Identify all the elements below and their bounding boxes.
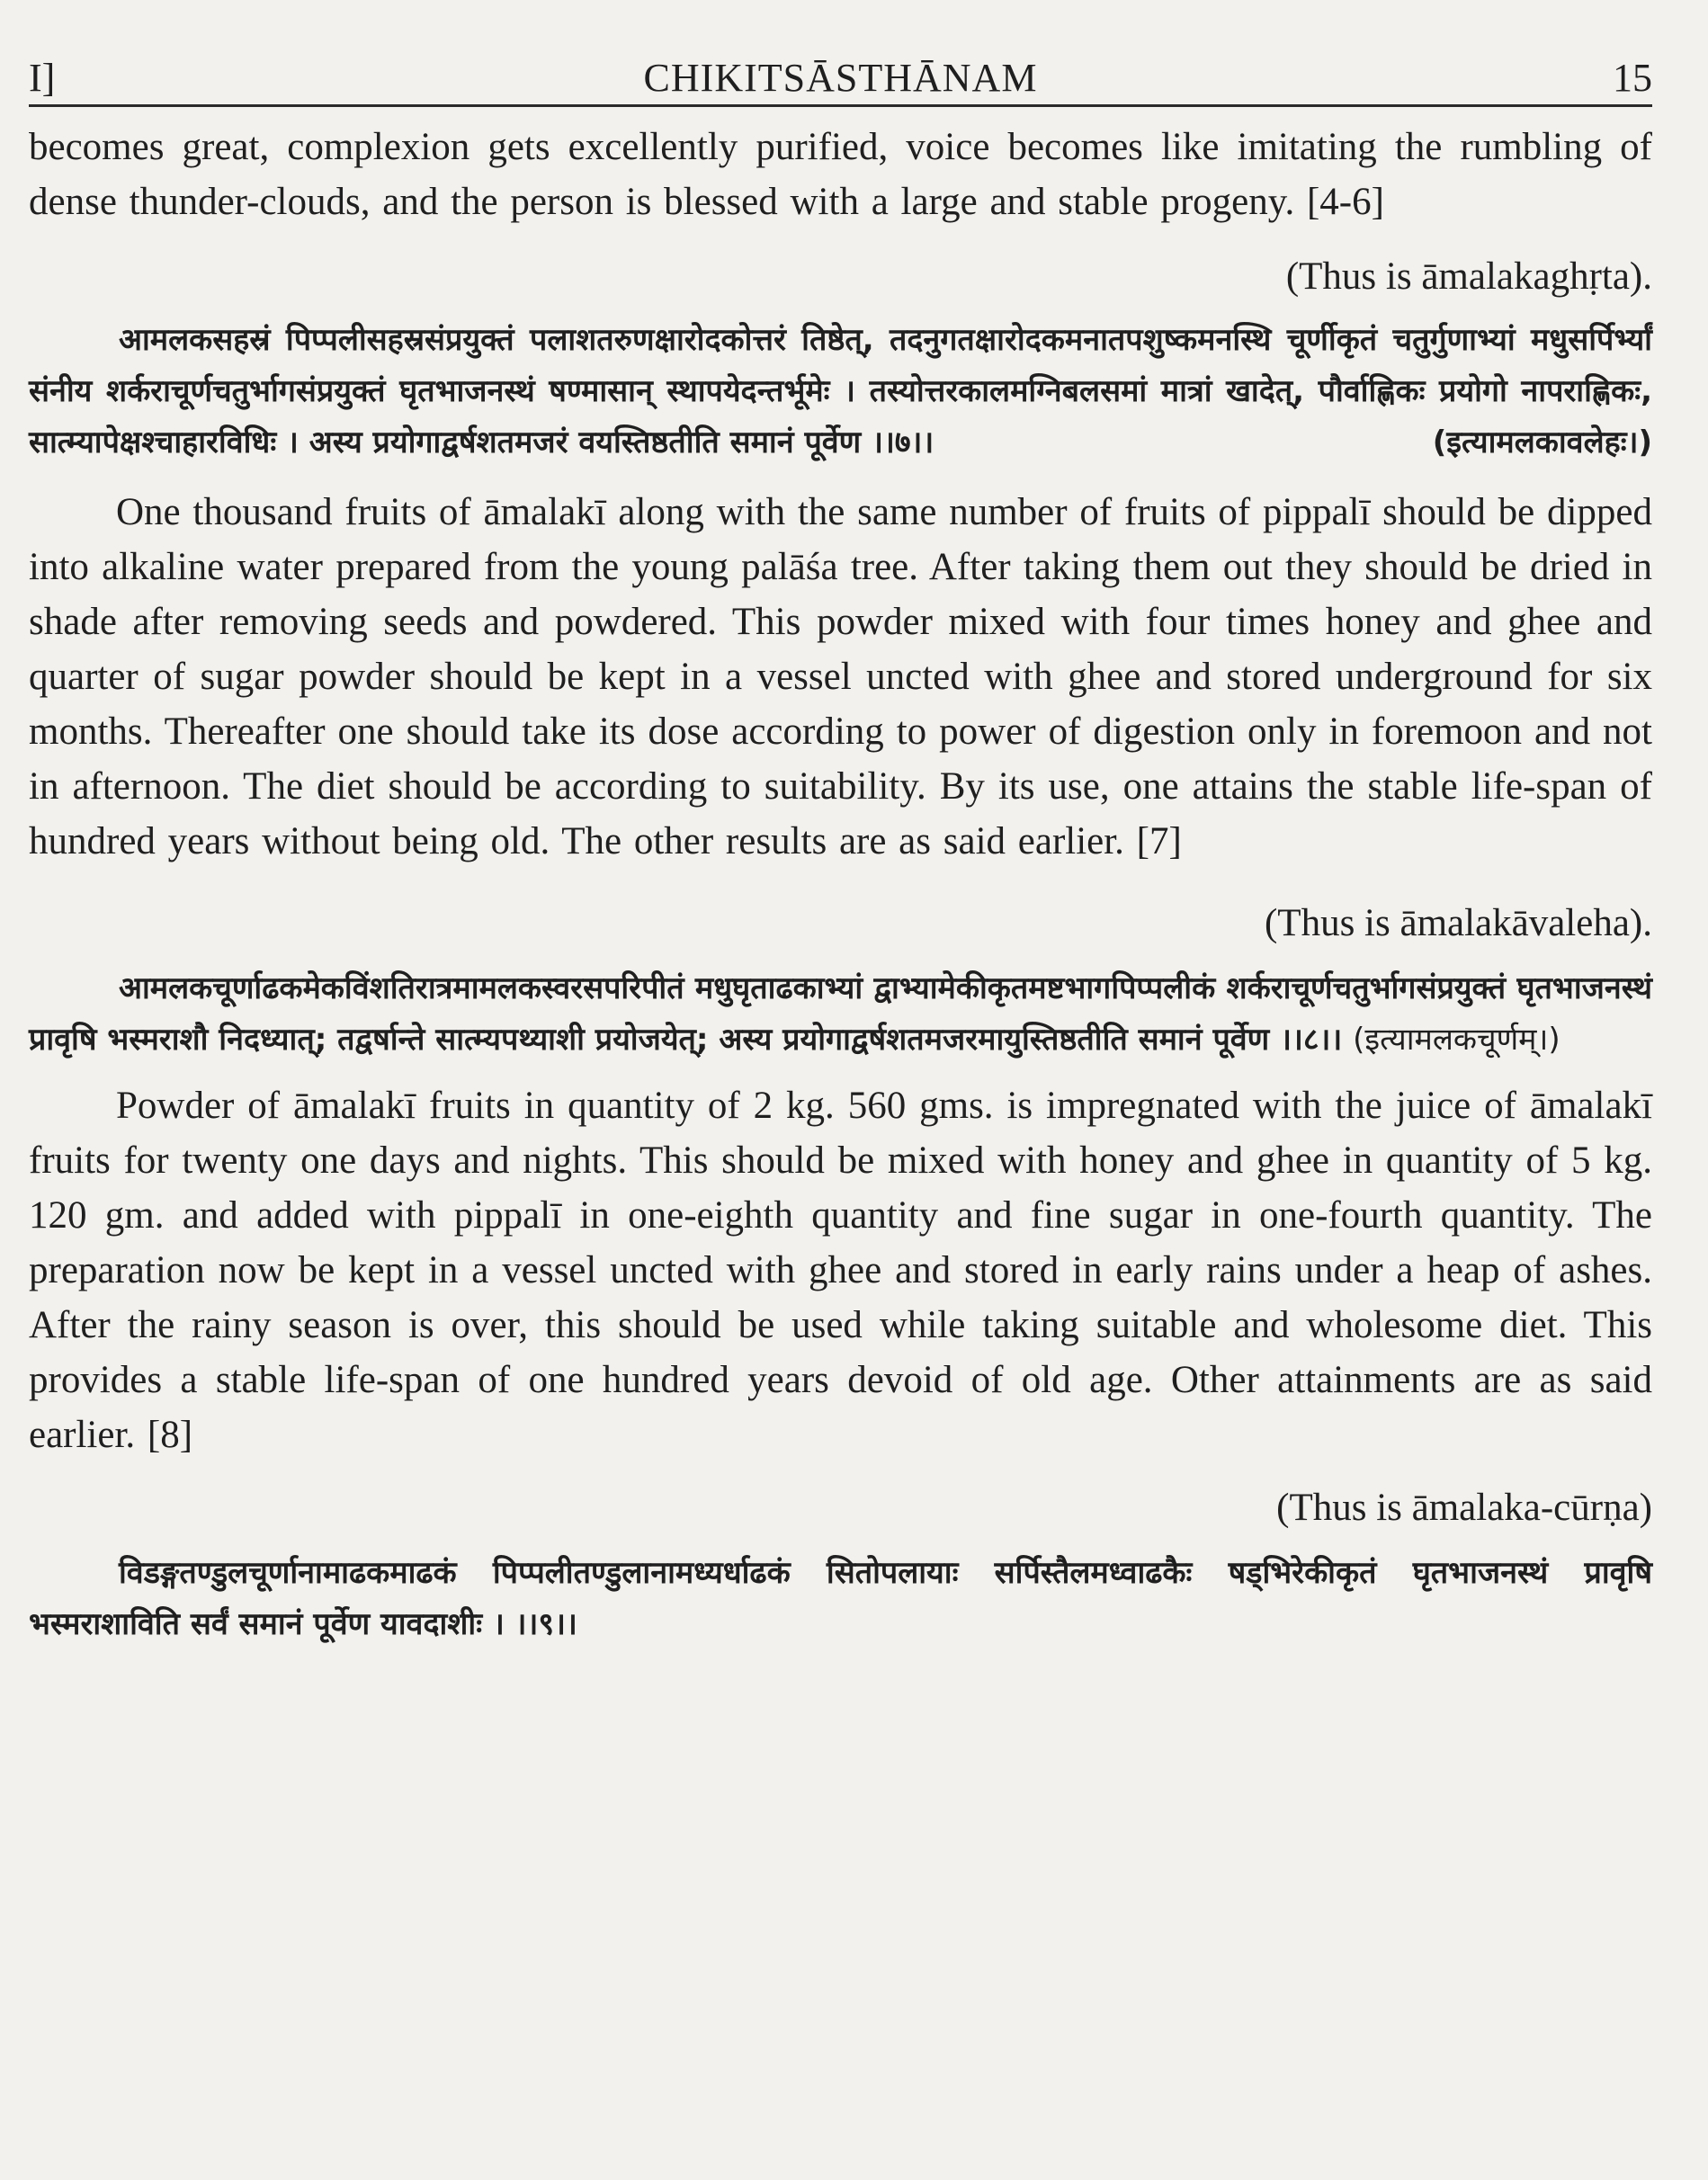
sanskrit-verse-7-text: आमलकसहस्रं पिप्पलीसहस्रसंप्रयुक्तं पलाशतरुणक्षारोदकोत्तरं तिष्ठेत्, तदनुगतक्षारोदकमनातपशुष्कमनस्थि चूर्णीकृतं चतुर्गुणाभ्यां मधुसर्पिर्भ्यां संनीय शर्कराचूर्णचतुर्भागसंप्रयुक्तं घृतभाजनस्थं षण्मासान् स्थापयेदन्तर्भूमेः । तस्योत्तरकालमग्निबलसमां मात्रां खादेत्, पौर्वाह्णिकः प्रयोगो नापराह्णिकः, सात्म्यापेक्षश्चाहारविधिः । अस्य प्रयोगाद्वर्षशतमजरं वयस्तिष्ठतीति समानं पूर्वेण ।।७।। — [29, 322, 1652, 460]
running-header — [29, 52, 1652, 107]
sanskrit-verse-7-label: (इत्यामलकावलेहः।) — [1432, 424, 1652, 460]
sanskrit-verse-8 — [29, 963, 1652, 1066]
section-end-label-amalakaghrta: (Thus is āmalakaghṛta). — [1285, 255, 1652, 298]
sanskrit-verse-8-label: (इत्यामलकचूर्णम्।) — [1353, 1022, 1560, 1058]
chapter-marker: I] — [29, 56, 56, 100]
translation-verse-8: Powder of āmalakī fruits in quantity of 2 kg. 560 gms. is impregnated with the juice of āmalakī fruits for twenty one days and nights. This should be mixed with honey and ghee in quantity of 5 kg. 120 gm. and added with pippalī in one-eighth quantity and fine sugar in one-fourth quantity. The preparation now be kept in a vessel uncted with ghee and stored in early rains under a heap of ashes. After the rainy season is over, this should be used while taking suitable and wholesome diet. This provides a stable life-span of one hundred years devoid of old age. Other attainments are as said earlier. [8] — [29, 1085, 1652, 1456]
sanskrit-verse-7 — [29, 315, 1652, 469]
paragraph-continuation: becomes great, complexion gets excellently purified, voice becomes like imitating the rumbling of dense thunder-clouds, and the person is blessed with a large and stable progeny. [4-6] — [29, 126, 1652, 223]
section-end-label-amalakavaleha: (Thus is āmalakāvaleha). — [1264, 902, 1652, 944]
sanskrit-verse-8-text: आमलकचूर्णाढकमेकविंशतिरात्रमामलकस्वरसपरिपीतं मधुघृताढकाभ्यां द्वाभ्यामेकीकृतमष्टभागपिप्पलीकं शर्कराचूर्णचतुर्भागसंप्रयुक्तं घृतभाजनस्थं प्रावृषि भस्मराशौ निदध्यात्; तद्वर्षान्ते सात्म्यपथ्याशी प्रयोजयेत्; अस्य प्रयोगाद्वर्षशतमजरमायुस्तिष्ठतीति समानं पूर्वेण ।।८।। — [29, 970, 1652, 1058]
page-number: 15 — [1613, 56, 1652, 100]
sanskrit-verse-7-block — [29, 315, 1652, 469]
running-title: CHIKITSĀSTHĀNAM — [643, 56, 1038, 100]
sanskrit-verse-9: विडङ्गतण्डुलचूर्णानामाढकमाढकं पिप्पलीतण्डुलानामध्यर्धाढकं सितोपलायाः सर्पिस्तैलमध्वाढकैः षड्भिरेकीकृतं घृतभाजनस्थं प्रावृषि भस्मराशाविति सर्वं समानं पूर्वेण यावदाशीः । ।।९।। — [29, 1555, 1652, 1642]
section-end-label-amalaka-curna: (Thus is āmalaka-cūrṇa) — [1276, 1487, 1652, 1529]
translation-verse-7: One thousand fruits of āmalakī along with the same number of fruits of pippalī should be dipped into alkaline water prepared from the young palāśa tree. After taking them out they should be dried in shade after removing seeds and powdered. This powder mixed with four times honey and ghee and quarter of sugar powder should be kept in a vessel uncted with ghee and stored underground for six months. Thereafter one should take its dose according to power of digestion only in foremoon and not in afternoon. The diet should be according to suitability. By its use, one attains the stable life-span of hundred years without being old. The other results are as said earlier. [7] — [29, 491, 1652, 862]
